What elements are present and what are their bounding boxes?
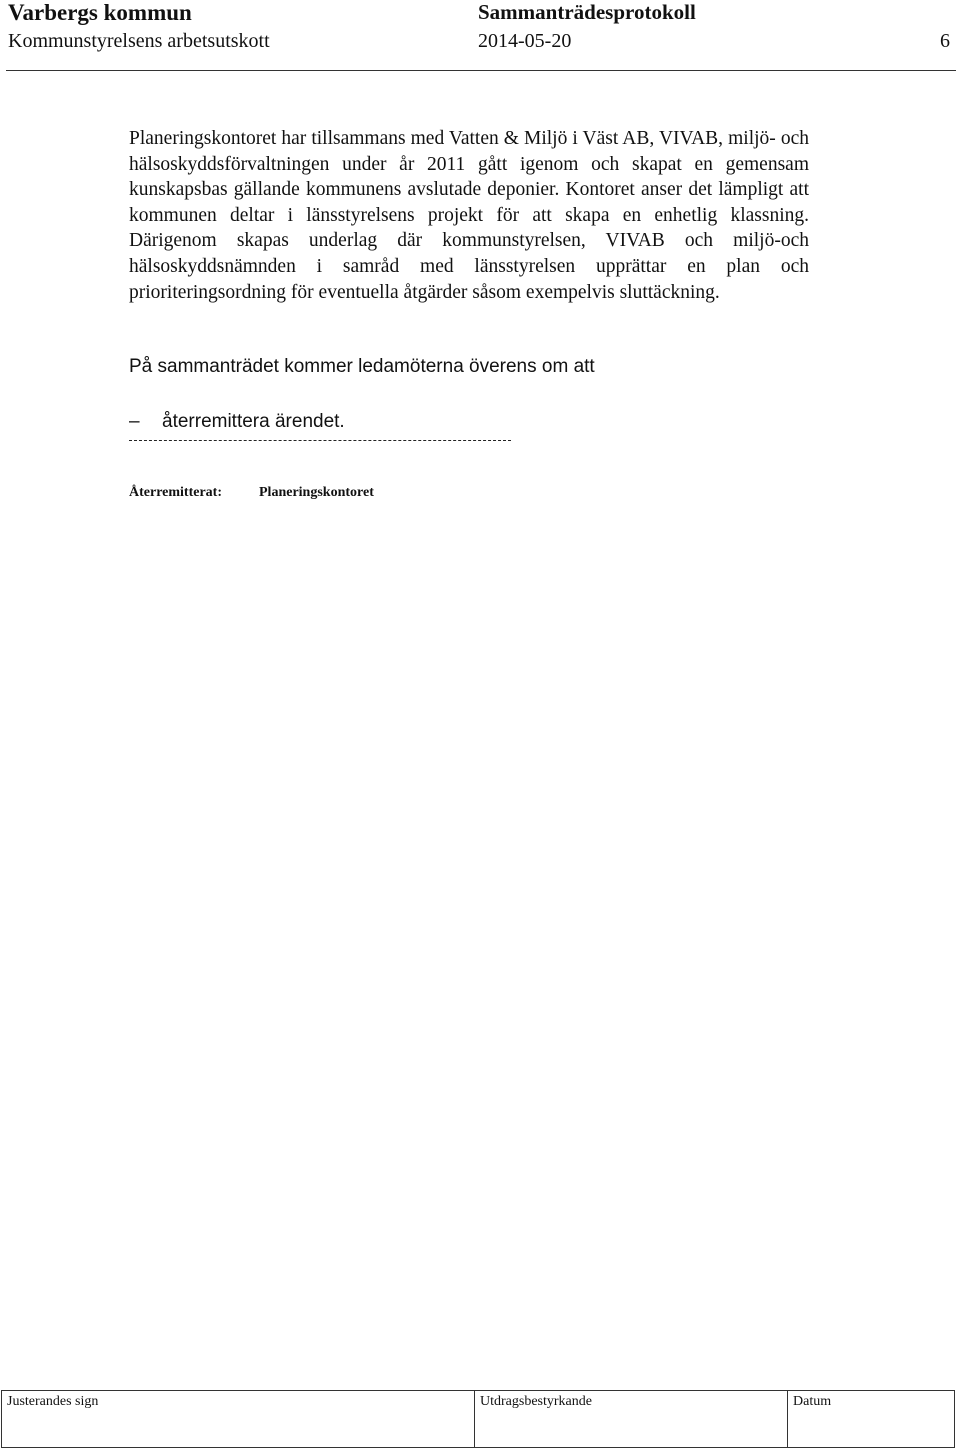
decision-list-item — [129, 410, 345, 434]
document-type: Sammanträdesprotokoll — [478, 0, 696, 24]
committee-name: Kommunstyrelsens arbetsutskott — [8, 30, 270, 52]
referral-label: Återremitterat: — [129, 485, 223, 500]
header-divider — [6, 70, 956, 71]
meeting-date: 2014-05-20 — [478, 30, 572, 52]
organization-name: Varbergs kommun — [8, 0, 192, 25]
adjuster-sign-cell — [2, 1391, 475, 1447]
referral-value: Planeringskontoret — [259, 485, 374, 500]
extract-certification-label: Utdragsbestyrkande — [480, 1394, 592, 1409]
signature-box — [1, 1390, 955, 1448]
adjuster-sign-label: Justerandes sign — [7, 1394, 99, 1409]
decision-text: återremittera ärendet. — [162, 411, 345, 432]
page-number: 6 — [940, 30, 950, 52]
extract-certification-cell — [475, 1391, 788, 1447]
date-cell — [788, 1391, 954, 1447]
date-label: Datum — [793, 1394, 832, 1409]
body-paragraph: Planeringskontoret har tillsammans med Vatten & Miljö i Väst AB, VIVAB, miljö- och hälsoskyddsförvaltningen under år 2011 gått igenom och skapat en gemensam kunskapsbas gällande kommunens avslutade deponier. Kontoret anser det lämpligt att kommunen deltar i länsstyrelsens projekt för att skapa en enhetlig klassning. Därigenom skapas underlag där kommunstyrelsen, VIVAB och miljö-och hälsoskyddsnämnden i samråd med länsstyrelsen upprättar en plan och prioriteringsordning för eventuella åtgärder såsom exempelvis sluttäckning. — [129, 128, 809, 303]
decision-intro: På sammanträdet kommer ledamöterna överens om att — [129, 356, 595, 377]
decision-end-divider — [129, 440, 511, 441]
decision-bullet: – — [129, 411, 140, 432]
